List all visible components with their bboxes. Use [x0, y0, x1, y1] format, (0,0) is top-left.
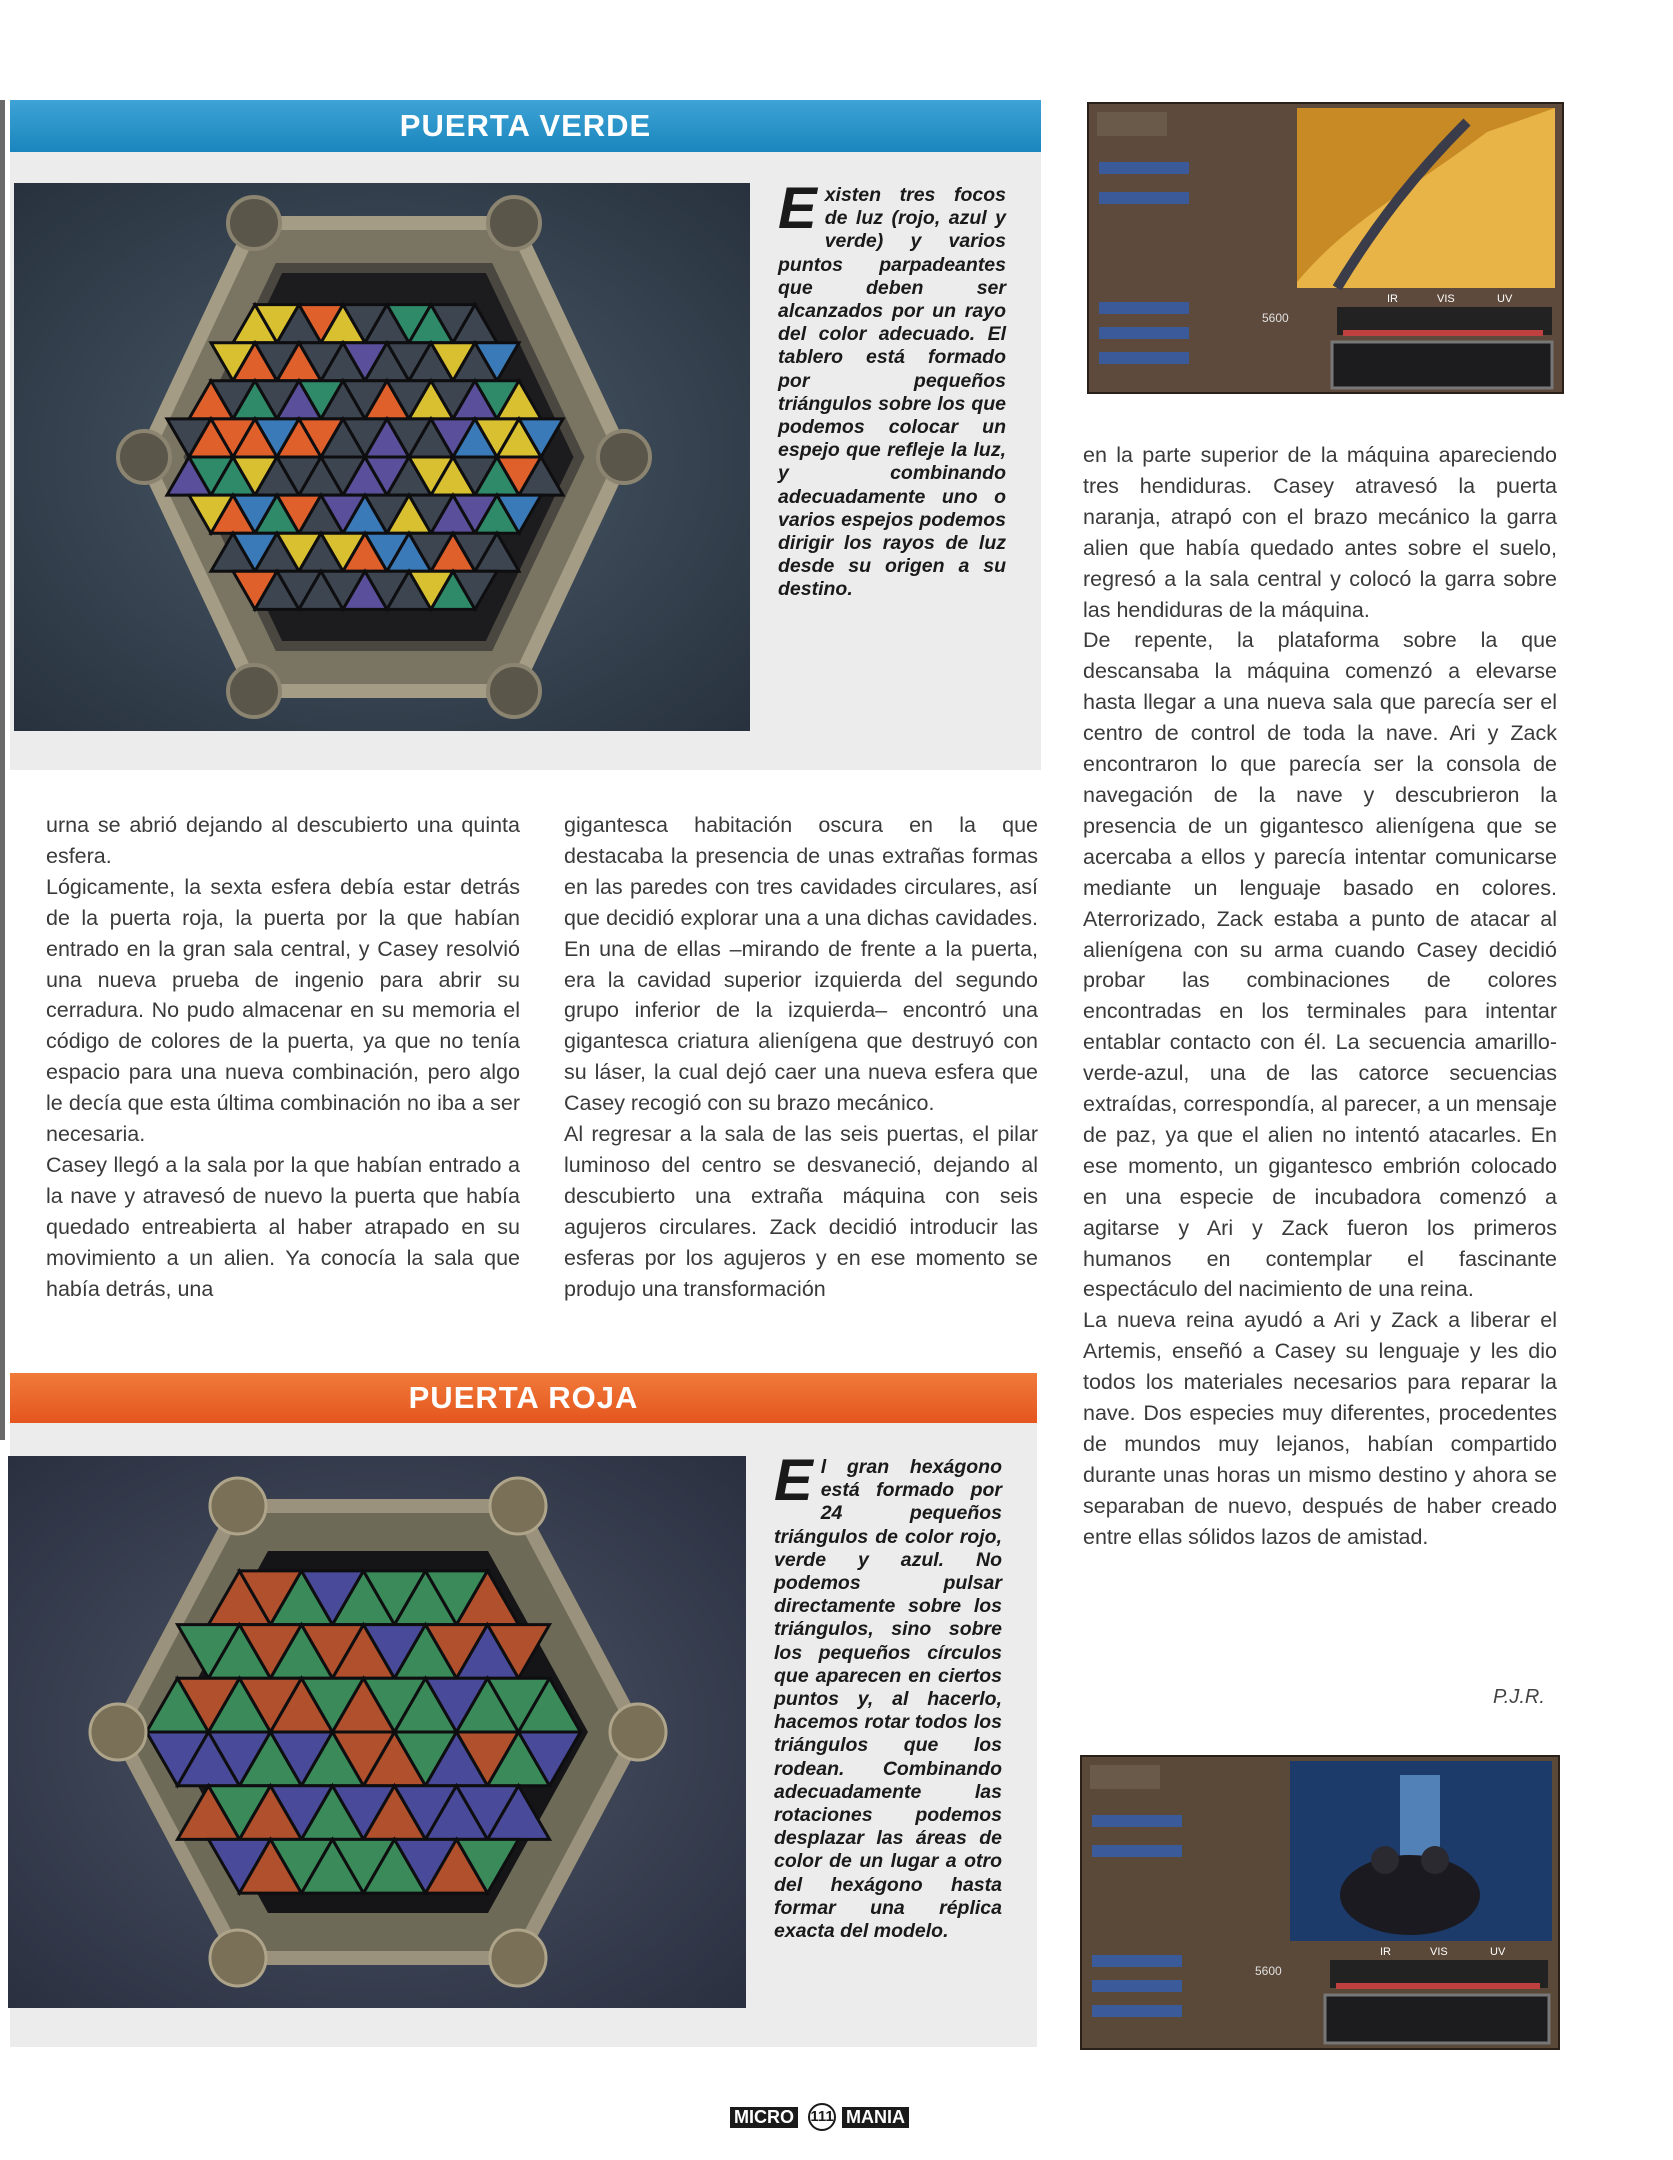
screen-tab-vis-bottom: VIS — [1430, 1946, 1448, 1958]
article-column-right — [1083, 440, 1557, 1553]
screen-tab-uv-bottom: UV — [1490, 1946, 1506, 1958]
puerta-verde-caption-text: xisten tres focos de luz (rojo, azul y verde) y varios puntos parpadeantes que deben ser alcanzados por un rayo del color adecuado. El tablero está formado por pequeños triángulos sobre los que podemos colocar un espejo que refleje la luz, y combinando adecuadamente uno o varios espejos podemos dirigir los rayos de luz desde su origen a su destino. — [778, 184, 1006, 601]
paragraph: Lógicamente, la sexta esfera debía estar detrás de la puerta roja, la puerta por la que habían entrado en la gran sala central, y Casey resolvió una nueva prueba de ingenio para abrir su cerradura. No pudo almacenar en su memoria el código de colores de la puerta, ya que no tenía espacio para una nueva combinación, pero algo le decía que esta última combinación no iba a ser necesaria. — [46, 874, 520, 1147]
paragraph: De repente, la plataforma sobre la que descansaba la máquina comenzó a elevarse hasta llegar a una nueva sala que parecía ser el centro de control de toda la nave. Ari y Zack encontraron lo que parecía ser la consola de navegación de la nave y descubrieron la presencia de un gigantesco alienígena que se acercaba a ellos y parecía intentar comunicarse mediante un lenguaje basado en colores. Aterrorizado, Zack estaba a punto de atacar al alienígena con su arma cuando Casey decidió probar las combinaciones de colores encontradas en los terminales para intentar entablar contacto con él. La secuencia amarillo-verde-azul, una de las catorce secuencias extraídas, correspondía, al parecer, a un mensaje de paz, ya que el alien no intentó atacarles. En ese momento, un gigantesco embrión colocado en una especie de incubadora comenzó a agitarse y Ari y Zack fueron los primeros humanos en contemplar el fascinante espectáculo del nacimiento de una reina. — [1083, 628, 1557, 1302]
paragraph: La nueva reina ayudó a Ari y Zack a liberar el Artemis, enseñó a Casey su lenguaje y les dio todos los materiales necesarios para reparar la nave. Dos especies muy diferentes, procedentes de mundos muy lejanos, habían compartido durante unas horas un mismo destino y ahora se separaban de nuevo, después de haber creado entre ellas sólidos lazos de amistad. — [1083, 1308, 1557, 1549]
puerta-roja-caption — [774, 1448, 1002, 1943]
paragraph: urna se abrió dejando al descubierto una quinta esfera. — [46, 813, 520, 868]
screen-tab-vis-top: VIS — [1437, 293, 1455, 305]
game-screenshot-top — [1087, 102, 1564, 394]
page-number: 111 — [808, 2103, 836, 2131]
puerta-verde-title: PUERTA VERDE — [10, 100, 1041, 152]
left-edge-rule — [0, 100, 5, 1440]
puerta-roja-title: PUERTA ROJA — [10, 1373, 1037, 1423]
author-signature: P.J.R. — [1493, 1686, 1545, 1708]
screen-tab-ir-bottom: IR — [1380, 1946, 1391, 1958]
dropcap: E — [778, 176, 817, 241]
green-door-puzzle-image — [14, 183, 750, 731]
puerta-verde-caption — [778, 176, 1006, 602]
green-door-triangle-grid — [167, 305, 563, 610]
paragraph: en la parte superior de la máquina apareciendo tres hendiduras. Casey atravesó la puerta naranja, atrapó con el brazo mecánico la garra alien que había quedado antes sobre el suelo, regresó a la sala central y colocó la garra sobre las hendiduras de la máquina. — [1083, 443, 1557, 622]
screen-readout-bottom: 5600 — [1255, 1964, 1282, 1978]
paragraph: Casey llegó a la sala por la que habían entrado a la nave y atravesó de nuevo la puerta que había quedado entreabierta al haber atrapado en su movimiento a un alien. Ya conocía la sala que había detrás, una — [46, 1152, 520, 1301]
article-column-middle — [564, 810, 1038, 1305]
red-door-triangle-grid — [147, 1571, 581, 1893]
paragraph: Al regresar a la sala de las seis puertas, el pilar luminoso del centro se desvaneció, dejando al descubierto una extraña máquina con seis agujeros circulares. Zack decidió introducir las esferas por los agujeros y en ese momento se produjo una transformación — [564, 1122, 1038, 1301]
game-screenshot-bottom — [1080, 1755, 1560, 2050]
puerta-roja-caption-text: l gran hexágono está formado por 24 pequeños triángulos de color rojo, verde y azul. No podemos pulsar directamente sobre los triángulos, sino sobre los pequeños círculos que aparecen en ciertos puntos y, al hacerlo, hacemos rotar todos los triángulos que los rodean. Combinando adecuadamente las rotaciones podemos desplazar las áreas de color de un lugar a otro del hexágono hasta formar una réplica exacta del modelo. — [774, 1456, 1002, 1943]
footer-brand-left: MICRO — [730, 2107, 798, 2128]
screen-tab-uv-top: UV — [1497, 293, 1513, 305]
article-column-left — [46, 810, 520, 1305]
red-door-puzzle-image — [8, 1456, 746, 2008]
paragraph: gigantesca habitación oscura en la que destacaba la presencia de unas extrañas formas en las paredes con tres cavidades circulares, así que decidió explorar una a una dichas cavidades. En una de ellas –mirando de frente a la puerta, era la cavidad superior izquierda del segundo grupo inferior de la izquierda– encontró una gigantesca criatura alienígena que destruyó con su láser, la cual dejó caer una nueva esfera que Casey recogió con su brazo mecánico. — [564, 813, 1038, 1116]
screen-readout-top: 5600 — [1262, 311, 1289, 325]
screen-tab-ir-top: IR — [1387, 293, 1398, 305]
magazine-footer — [730, 2103, 910, 2131]
dropcap: E — [774, 1448, 813, 1513]
footer-brand-right: MANIA — [842, 2107, 909, 2128]
